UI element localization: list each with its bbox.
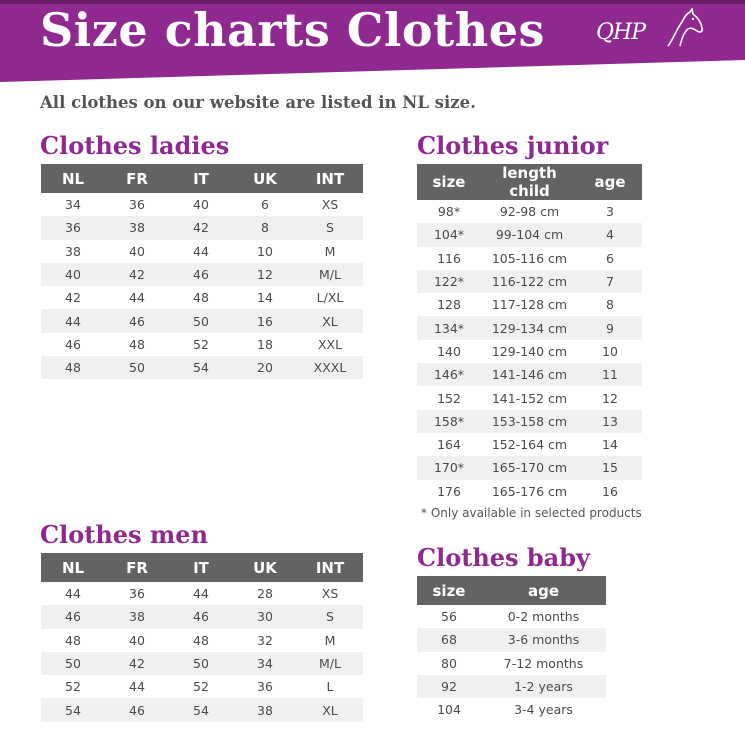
table-cell: 46 (169, 263, 233, 286)
column-header: age (578, 164, 642, 200)
table-cell: 36 (257, 679, 273, 695)
page-title: Size charts Clothes (40, 3, 545, 57)
table-cell: 46 (105, 309, 169, 332)
table-cell: 36 (129, 197, 145, 213)
ladies-size-table (41, 164, 363, 379)
table-cell: 46 (169, 605, 233, 628)
table-cell: 6 (261, 197, 269, 213)
column-header: length child (481, 164, 578, 200)
table-cell: 92-98 cm (499, 204, 560, 220)
table-cell: 46 (105, 698, 169, 721)
table-cell: 34 (65, 197, 81, 213)
table-cell: 3 (606, 204, 614, 220)
table-row (417, 433, 642, 456)
table-cell: 152-164 cm (491, 437, 568, 453)
junior-title: Clothes junior (417, 131, 609, 160)
table-cell: 54 (169, 698, 233, 721)
table-cell: 18 (257, 336, 273, 352)
table-cell: 158* (417, 410, 481, 433)
table-header-row (417, 164, 642, 200)
table-cell: 11 (578, 363, 642, 386)
table-row (417, 456, 642, 479)
table-row (417, 675, 606, 698)
table-row (41, 675, 363, 698)
table-cell: 68 (417, 628, 481, 651)
table-cell: 30 (233, 605, 297, 628)
table-cell: 42 (65, 290, 81, 306)
column-header: UK (233, 164, 297, 193)
table-row (417, 410, 642, 433)
column-header: UK (233, 553, 297, 582)
table-cell: 44 (129, 290, 145, 306)
table-cell: 42 (105, 263, 169, 286)
table-cell: 42 (169, 216, 233, 239)
column-header: NL (41, 553, 105, 582)
table-cell: 134* (417, 316, 481, 339)
table-row (417, 200, 642, 223)
table-cell: 44 (41, 309, 105, 332)
horse-head-icon (660, 8, 706, 54)
baby-size-table (417, 576, 606, 721)
table-cell: 38 (65, 243, 81, 259)
table-row (417, 270, 642, 293)
table-cell: 129-134 cm (481, 316, 578, 339)
table-cell: M (324, 243, 336, 259)
table-cell: 7 (578, 270, 642, 293)
table-cell: M/L (297, 652, 363, 675)
table-cell: 140 (437, 343, 461, 359)
table-row (417, 363, 642, 386)
table-header-row (41, 164, 363, 193)
table-row (417, 652, 606, 675)
table-row (41, 582, 363, 605)
table-cell: 48 (129, 336, 145, 352)
ladies-title: Clothes ladies (40, 131, 230, 160)
table-cell: 50 (169, 652, 233, 675)
table-cell: 129-140 cm (491, 343, 568, 359)
intro-text: All clothes on our website are listed in NL size. (40, 93, 476, 112)
table-cell: 46 (65, 336, 81, 352)
table-cell: 4 (578, 223, 642, 246)
men-title: Clothes men (40, 520, 209, 549)
table-cell: 170* (417, 456, 481, 479)
table-row (41, 263, 363, 286)
table-cell: 153-158 cm (481, 410, 578, 433)
table-cell: 10 (257, 243, 273, 259)
table-cell: 9 (578, 316, 642, 339)
table-cell: 12 (602, 390, 618, 406)
table-cell: 50 (41, 652, 105, 675)
table-cell: M (324, 632, 336, 648)
table-row (41, 240, 363, 263)
table-cell: 36 (41, 216, 105, 239)
table-cell: 105-116 cm (491, 250, 568, 266)
table-cell: 104* (417, 223, 481, 246)
table-cell: 52 (65, 679, 81, 695)
table-cell: 164 (437, 437, 461, 453)
table-cell: XXXL (297, 356, 363, 379)
table-cell: L (326, 679, 334, 695)
column-header: IT (169, 164, 233, 193)
column-header: size (417, 576, 481, 605)
table-cell: 15 (578, 456, 642, 479)
table-row (417, 293, 642, 316)
table-cell: 48 (193, 290, 209, 306)
table-cell: 56 (441, 609, 457, 625)
table-cell: 40 (41, 263, 105, 286)
table-row (417, 480, 642, 503)
table-cell: 141-152 cm (491, 390, 568, 406)
table-cell: 28 (257, 586, 273, 602)
table-cell: XL (297, 698, 363, 721)
table-cell: 14 (602, 437, 618, 453)
table-cell: 7-12 months (503, 655, 584, 671)
table-cell: 40 (129, 632, 145, 648)
table-cell: M/L (297, 263, 363, 286)
table-cell: 3-4 years (514, 702, 573, 718)
table-cell: 40 (193, 197, 209, 213)
table-row (41, 309, 363, 332)
table-cell: 3-6 months (481, 628, 606, 651)
table-cell: 16 (233, 309, 297, 332)
table-row (41, 286, 363, 309)
table-row (41, 333, 363, 356)
table-row (417, 628, 606, 651)
table-cell: 176 (437, 483, 461, 499)
table-cell: 99-104 cm (481, 223, 578, 246)
table-row (41, 698, 363, 721)
junior-size-table (417, 164, 642, 503)
table-cell: 48 (41, 356, 105, 379)
table-cell: 52 (193, 336, 209, 352)
table-cell: XS (321, 586, 339, 602)
table-cell: 48 (65, 632, 81, 648)
table-cell: 16 (602, 483, 618, 499)
column-header: INT (297, 164, 363, 193)
table-cell: 116-122 cm (481, 270, 578, 293)
table-cell: 13 (578, 410, 642, 433)
table-cell: 36 (129, 586, 145, 602)
table-row (41, 629, 363, 652)
table-cell: 54 (169, 356, 233, 379)
table-cell: 14 (257, 290, 273, 306)
table-cell: 117-128 cm (491, 297, 568, 313)
table-cell: 48 (193, 632, 209, 648)
column-header: FR (105, 164, 169, 193)
table-cell: 50 (105, 356, 169, 379)
table-cell: 32 (257, 632, 273, 648)
table-row (417, 223, 642, 246)
table-row (41, 193, 363, 216)
table-cell: XL (297, 309, 363, 332)
table-cell: 146* (417, 363, 481, 386)
table-row (41, 652, 363, 675)
table-cell: S (297, 216, 363, 239)
table-cell: 12 (233, 263, 297, 286)
table-row (417, 605, 606, 628)
table-cell: XXL (317, 336, 343, 352)
column-header: age (481, 576, 606, 605)
table-cell: 46 (41, 605, 105, 628)
table-cell: 44 (193, 586, 209, 602)
table-cell: 52 (193, 679, 209, 695)
table-cell: 40 (129, 243, 145, 259)
table-cell: XS (321, 197, 339, 213)
table-cell: 0-2 months (507, 609, 580, 625)
column-header: FR (105, 553, 169, 582)
table-cell: 10 (602, 343, 618, 359)
baby-title: Clothes baby (417, 543, 590, 572)
table-cell: 92 (417, 675, 481, 698)
table-header-row (417, 576, 606, 605)
header-banner (0, 0, 745, 84)
table-cell: 1-2 years (481, 675, 606, 698)
table-cell: 141-146 cm (481, 363, 578, 386)
table-cell: 38 (105, 605, 169, 628)
table-cell: 54 (41, 698, 105, 721)
table-cell: 128 (437, 297, 461, 313)
table-row (41, 605, 363, 628)
table-cell: 38 (233, 698, 297, 721)
column-header: size (417, 164, 481, 200)
table-cell: 152 (437, 390, 461, 406)
table-cell: 116 (437, 250, 461, 266)
column-header: NL (41, 164, 105, 193)
table-cell: 44 (65, 586, 81, 602)
table-cell: 8 (233, 216, 297, 239)
table-cell: L/XL (316, 290, 344, 306)
table-cell: 6 (606, 250, 614, 266)
table-cell: 165-176 cm (491, 483, 568, 499)
table-cell: S (297, 605, 363, 628)
table-header-row (41, 553, 363, 582)
logo-text: QHP (596, 20, 646, 45)
table-cell: 165-170 cm (481, 456, 578, 479)
table-row (41, 356, 363, 379)
table-cell: 122* (417, 270, 481, 293)
availability-note: * Only available in selected products (421, 506, 642, 520)
table-cell: 44 (129, 679, 145, 695)
men-size-table (41, 553, 363, 722)
column-header: INT (297, 553, 363, 582)
table-row (41, 216, 363, 239)
table-row (417, 698, 606, 721)
table-row (417, 386, 642, 409)
table-cell: 44 (193, 243, 209, 259)
table-cell: 42 (105, 652, 169, 675)
table-cell: 38 (105, 216, 169, 239)
table-cell: 20 (233, 356, 297, 379)
table-cell: 8 (606, 297, 614, 313)
table-row (417, 340, 642, 363)
column-header: IT (169, 553, 233, 582)
table-cell: 104 (437, 702, 461, 718)
table-cell: 98* (437, 204, 461, 220)
table-cell: 80 (441, 655, 457, 671)
table-row (417, 316, 642, 339)
qhp-logo (596, 14, 708, 54)
table-cell: 50 (169, 309, 233, 332)
table-cell: 34 (233, 652, 297, 675)
table-row (417, 247, 642, 270)
